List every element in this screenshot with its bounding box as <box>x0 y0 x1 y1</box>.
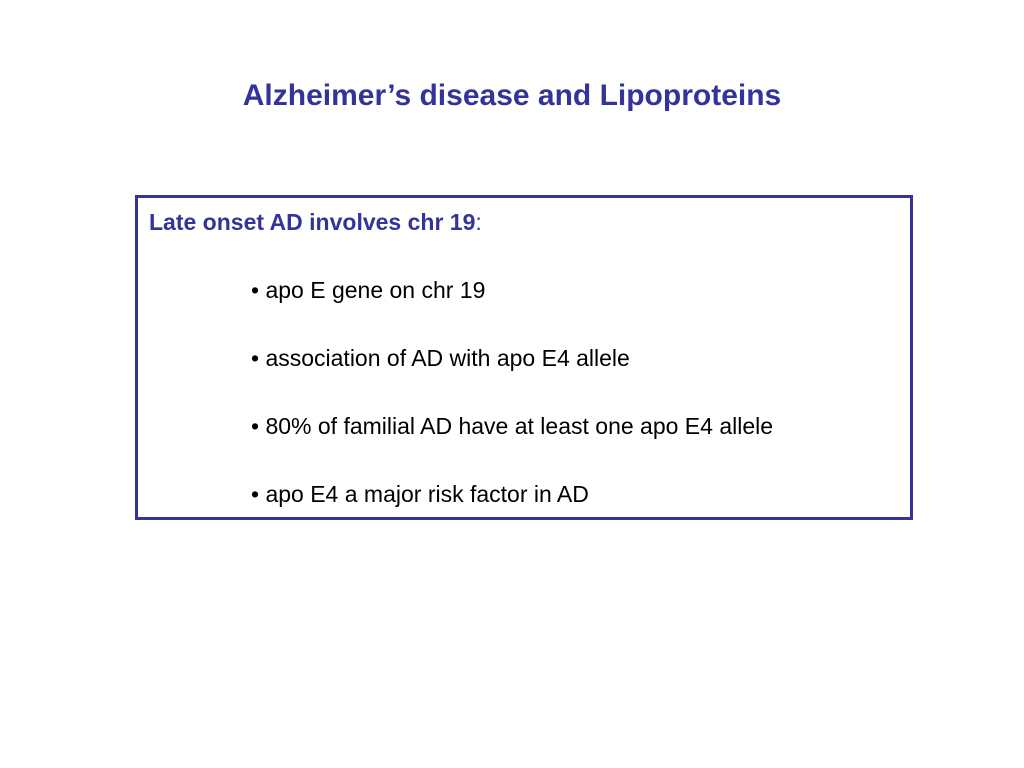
slide-title: Alzheimer’s disease and Lipoproteins <box>242 79 782 112</box>
bullet-item: • apo E gene on chr 19 <box>251 277 486 303</box>
box-heading-suffix: : <box>475 209 482 235</box>
box-heading-bold: Late onset AD involves chr 19 <box>149 209 476 235</box>
bullet-item: • 80% of familial AD have at least one apo E4 allele <box>251 413 774 439</box>
content-box <box>135 195 913 520</box>
bullet-item: • association of AD with apo E4 allele <box>251 345 630 371</box>
bullet-item: • apo E4 a major risk factor in AD <box>251 481 589 507</box>
box-heading <box>149 207 482 237</box>
